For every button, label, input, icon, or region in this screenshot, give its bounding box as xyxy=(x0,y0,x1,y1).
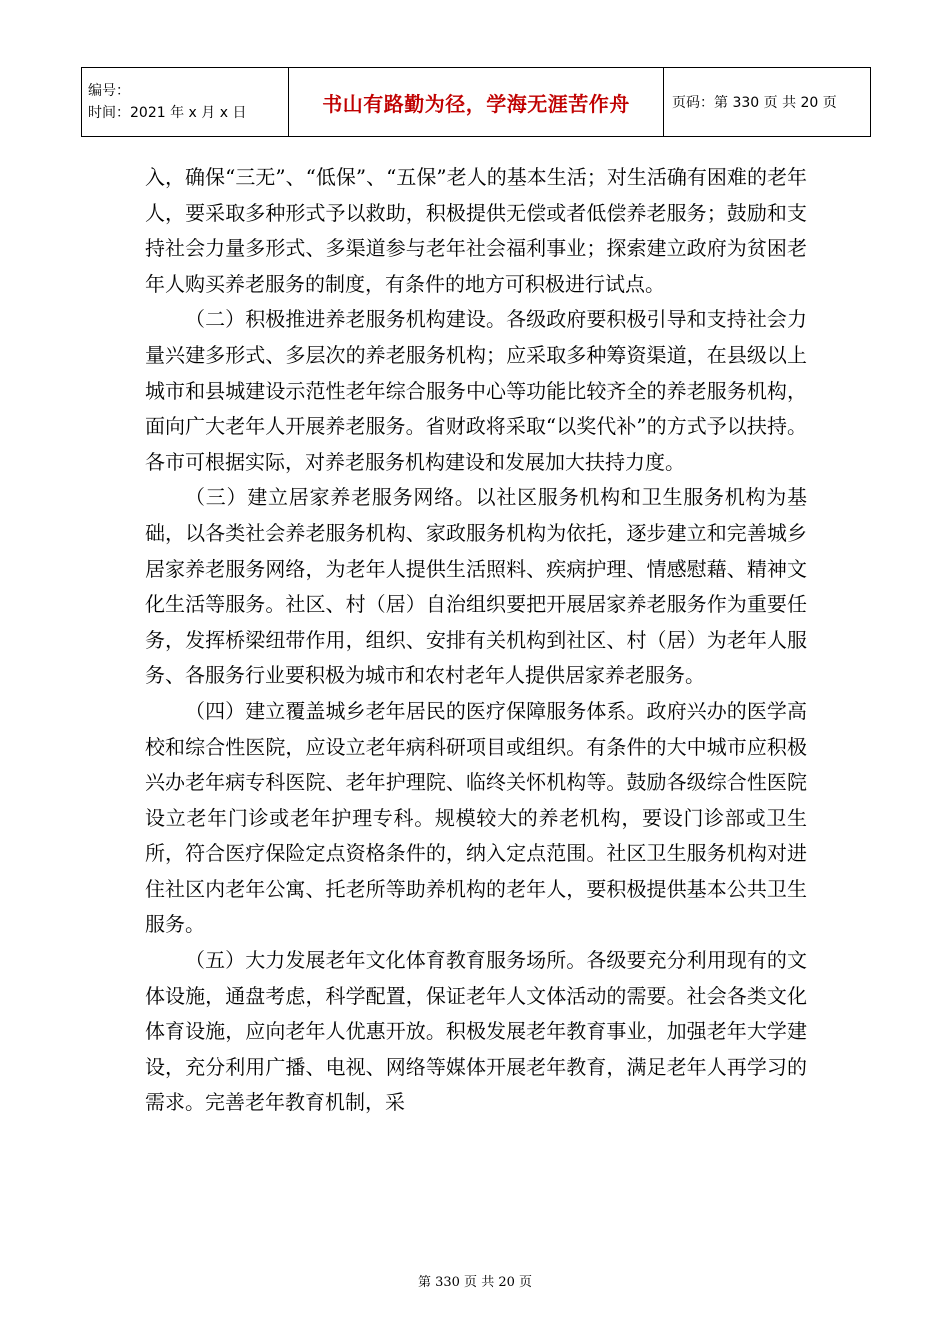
document-body xyxy=(145,160,807,1121)
page-footer: 第 330 页 共 20 页 xyxy=(417,1275,533,1290)
paragraph-section-4: （四）建立覆盖城乡老年居民的医疗保障服务体系。政府兴办的医学高校和综合性医院，应设立老年病科研项目或组织。有条件的大中城市应积极兴办老年病专科医院、老年护理院、临终关怀机构等。鼓励各级综合性医院设立老年门诊或老年护理专科。规模较大的养老机构，要设门诊部或卫生所，符合医疗保险定点资格条件的，纳入定点范围。社区卫生服务机构对进住社区内老年公寓、托老所等助养机构的老年人，要积极提供基本公共卫生服务。 xyxy=(145,698,807,937)
header-meta xyxy=(82,68,289,137)
paragraph-section-5: （五）大力发展老年文化体育教育服务场所。各级要充分利用现有的文体设施，通盘考虑，科学配置，保证老年人文体活动的需要。社会各类文化体育设施，应向老年人优惠开放。积极发展老年教育事业，加强老年大学建设，充分利用广播、电视、网络等媒体开展老年教育，满足老年人再学习的需求。完善老年教育机制，采 xyxy=(145,948,807,1115)
paragraph-continuation: 入，确保“三无”、“低保”、“五保”老人的基本生活；对生活确有困难的老年人，要采取多种形式予以救助，积极提供无偿或者低偿养老服务；鼓励和支持社会力量多形式、多渠道参与老年社会福利事业；探索建立政府为贫困老年人购买养老服务的制度，有条件的地方可积极进行试点。 xyxy=(145,165,807,296)
paragraph-section-2: （二）积极推进养老服务机构建设。各级政府要积极引导和支持社会力量兴建多形式、多层次的养老服务机构；应采取多种筹资渠道，在县级以上城市和县城建设示范性老年综合服务中心等功能比较齐全的养老服务机构，面向广大老年人开展养老服务。省财政将采取“以奖代补”的方式予以扶持。各市可根据实际，对养老服务机构建设和发展加大扶持力度。 xyxy=(145,307,807,474)
number-label: 编号： xyxy=(88,83,130,99)
header-page-info: 页码：第 330 页 共 20 页 xyxy=(664,68,871,137)
paragraph-section-3: （三）建立居家养老服务网络。以社区服务机构和卫生服务机构为基础，以各类社会养老服务机构、家政服务机构为依托，逐步建立和完善城乡居家养老服务网络，为老年人提供生活照料、疾病护理、情感慰藉、精神文化生活等服务。社区、村（居）自治组织要把开展居家养老服务作为重要任务，发挥桥梁纽带作用，组织、安排有关机构到社区、村（居）为老年人服务、各服务行业要积极为城市和农村老年人提供居家养老服务。 xyxy=(145,485,807,688)
header-motto: 书山有路勤为径，学海无涯苦作舟 xyxy=(289,68,664,137)
document-header xyxy=(81,67,871,137)
time-label: 时间：2021 年 x 月 x 日 xyxy=(88,105,247,121)
